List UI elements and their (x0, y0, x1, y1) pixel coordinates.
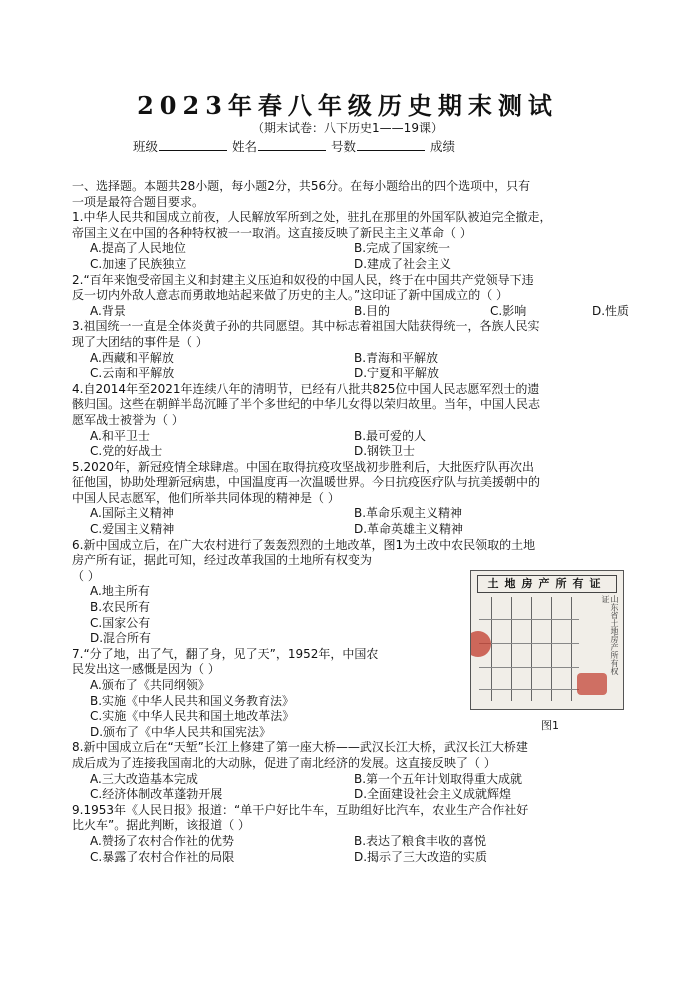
question-text-line: 6.新中国成立后，在广大农村进行了轰轰烈烈的土地改革，图1为土改中农民领取的土地 (72, 537, 536, 552)
answer-option[interactable]: B.革命乐观主义精神 (354, 506, 463, 521)
answer-option[interactable]: D.颁布了《中华人民共和国宪法》 (90, 724, 272, 739)
answer-option[interactable]: C.加速了民族独立 (90, 256, 187, 271)
certificate-header: 土地房产所有证 (477, 575, 617, 593)
answer-option[interactable]: A.赞扬了农村合作社的优势 (90, 833, 234, 848)
options-row (72, 444, 632, 460)
answer-option[interactable]: C.云南和平解放 (90, 366, 175, 381)
question-text-line: 骸归国。这些在朝鲜半岛沉睡了半个多世纪的中华儿女得以荣归故里。当年，中国人民志 (72, 397, 541, 412)
question-text-line: 民发出这一感慨是因为（ ） (72, 662, 220, 677)
answer-option[interactable]: B.实施《中华人民共和国义务教育法》 (90, 693, 295, 708)
options-row (72, 834, 632, 850)
question-text-line: （ ） (72, 568, 100, 583)
figure-caption: 图1 (541, 719, 559, 732)
question-text-line: 中国人民志愿军，他们所举共同体现的精神是（ ） (72, 490, 340, 505)
answer-option[interactable]: B.表达了粮食丰收的喜悦 (354, 833, 487, 848)
answer-option[interactable]: A.颁布了《共同纲领》 (90, 678, 210, 692)
question-text-line: 反一切内外敌人意志而勇敢地站起来做了历史的主人。”这印证了新中国成立的（ ） (72, 288, 509, 303)
question-text-line: 5.2020年，新冠疫情全球肆虐。中国在取得抗疫攻坚战初步胜利后，大批医疗队再次出 (72, 459, 534, 474)
score-label: 成绩 (430, 139, 456, 154)
answer-option[interactable]: B.农民所有 (90, 600, 151, 615)
answer-option[interactable]: C.影响 (490, 303, 527, 318)
options-row (72, 522, 632, 538)
question-text-line: 成后成为了连接我国南北的大动脉，促进了南北经济的发展。这直接反映了（ ） (72, 755, 496, 770)
question-text-line: 7.“分了地，出了气，翻了身，见了天”，1952年，中国农 (72, 646, 379, 661)
answer-option[interactable]: B.目的 (354, 303, 391, 318)
answer-option[interactable]: A.西藏和平解放 (90, 350, 174, 365)
options-row (72, 850, 632, 866)
answer-option[interactable]: C.暴露了农村合作社的局限 (90, 849, 235, 864)
exam-subtitle: （期末试卷：八下历史1——19课） (252, 121, 443, 135)
question-text-line: 现了大团结的事件是（ ） (72, 334, 208, 349)
options-row (72, 787, 632, 803)
options-row (72, 241, 632, 257)
question-text-line: 2.“百年来饱受帝国主义和封建主义压迫和奴役的中国人民，终于在中国共产党领导下违 (72, 272, 534, 287)
answer-option[interactable]: B.青海和平解放 (354, 350, 439, 365)
question-text-line: 3.祖国统一一直是全体炎黄子孙的共同愿望。其中标志着祖国大陆获得统一，各族人民实 (72, 319, 540, 334)
answer-option[interactable]: C.爱国主义精神 (90, 522, 175, 537)
red-seal-icon (470, 631, 491, 657)
answer-option[interactable]: A.国际主义精神 (90, 506, 174, 521)
question-text-line: 愿军战士被誉为（ ） (72, 412, 184, 427)
options-row (72, 772, 632, 788)
class-blank[interactable] (159, 138, 227, 151)
question-text-line: 房产所有证，据此可知，经过改革我国的土地所有权变为 (72, 553, 373, 568)
answer-option[interactable]: D.性质 (592, 303, 630, 318)
answer-option[interactable]: D.钢铁卫士 (354, 444, 416, 459)
answer-option[interactable]: D.混合所有 (90, 631, 152, 646)
land-certificate-image (470, 570, 624, 710)
question-text-line: 帝国主义在中国的各种特权被一一取消。这直接反映了新民主主义革命（ ） (72, 225, 472, 240)
answer-option[interactable]: D.揭示了三大改造的实质 (354, 849, 488, 864)
answer-option[interactable]: B.完成了国家统一 (354, 241, 451, 256)
answer-option[interactable]: D.革命英雄主义精神 (354, 522, 464, 537)
certificate-side-text: 山东省土地房产所有权证 (601, 595, 619, 675)
number-label: 号数 (331, 139, 357, 154)
answer-option[interactable]: C.经济体制改革蓬勃开展 (90, 787, 223, 802)
number-blank[interactable] (357, 138, 425, 151)
options-row (72, 366, 632, 382)
exam-title: 2023年春八年级历史期末测试 (137, 91, 558, 120)
instruction-line: 一、选择题。本题共28小题，每小题2分，共56分。在每小题给出的四个选项中，只有 (72, 179, 531, 193)
options-row (72, 257, 632, 273)
question-text-line: 比火车”。据此判断，该报道（ ） (72, 818, 251, 833)
question-text-line: 9.1953年《人民日报》报道：“单干户好比牛车，互助组好比汽车，农业生产合作社好 (72, 802, 529, 817)
answer-option[interactable]: D.全面建设社会主义成就辉煌 (354, 787, 512, 802)
questions-section (72, 179, 632, 865)
options-row (72, 304, 632, 320)
answer-option[interactable]: A.地主所有 (90, 584, 150, 599)
red-stamp-icon (577, 673, 607, 695)
question-text-line: 8.新中国成立后在“天堑”长江上修建了第一座大桥——武汉长江大桥，武汉长江大桥建 (72, 740, 528, 755)
answer-option[interactable]: D.宁夏和平解放 (354, 366, 440, 381)
name-label: 姓名 (232, 139, 258, 154)
question-text-line: 4.自2014年至2021年连续八年的清明节，已经有八批共825位中国人民志愿军烈士的遗 (72, 381, 540, 396)
answer-option[interactable]: C.国家公有 (90, 615, 151, 630)
answer-option[interactable]: B.最可爱的人 (354, 428, 427, 443)
answer-option[interactable]: C.党的好战士 (90, 444, 163, 459)
question-text-line: 征他国，协助处理新冠病患，中国温度再一次温暖世界。今日抗疫医疗队与抗美援朝中的 (72, 475, 541, 490)
options-row (72, 429, 632, 445)
class-label: 班级 (133, 139, 159, 154)
options-row (72, 351, 632, 367)
answer-option[interactable]: A.和平卫士 (90, 428, 150, 443)
answer-option[interactable]: B.第一个五年计划取得重大成就 (354, 771, 523, 786)
question-text-line: 1.中华人民共和国成立前夜，人民解放军所到之处，驻扎在那里的外国军队被迫完全撤走， (72, 210, 552, 225)
answer-option[interactable]: A.提高了人民地位 (90, 241, 186, 256)
options-row (72, 506, 632, 522)
answer-option[interactable]: A.三大改造基本完成 (90, 771, 198, 786)
instruction-line: 一项是最符合题目要求。 (72, 194, 205, 209)
answer-option[interactable]: C.实施《中华人民共和国土地改革法》 (90, 709, 295, 724)
student-info-row (133, 137, 455, 155)
name-blank[interactable] (258, 138, 326, 151)
answer-option[interactable]: D.建成了社会主义 (354, 256, 452, 271)
answer-option[interactable]: A.背景 (90, 303, 126, 318)
